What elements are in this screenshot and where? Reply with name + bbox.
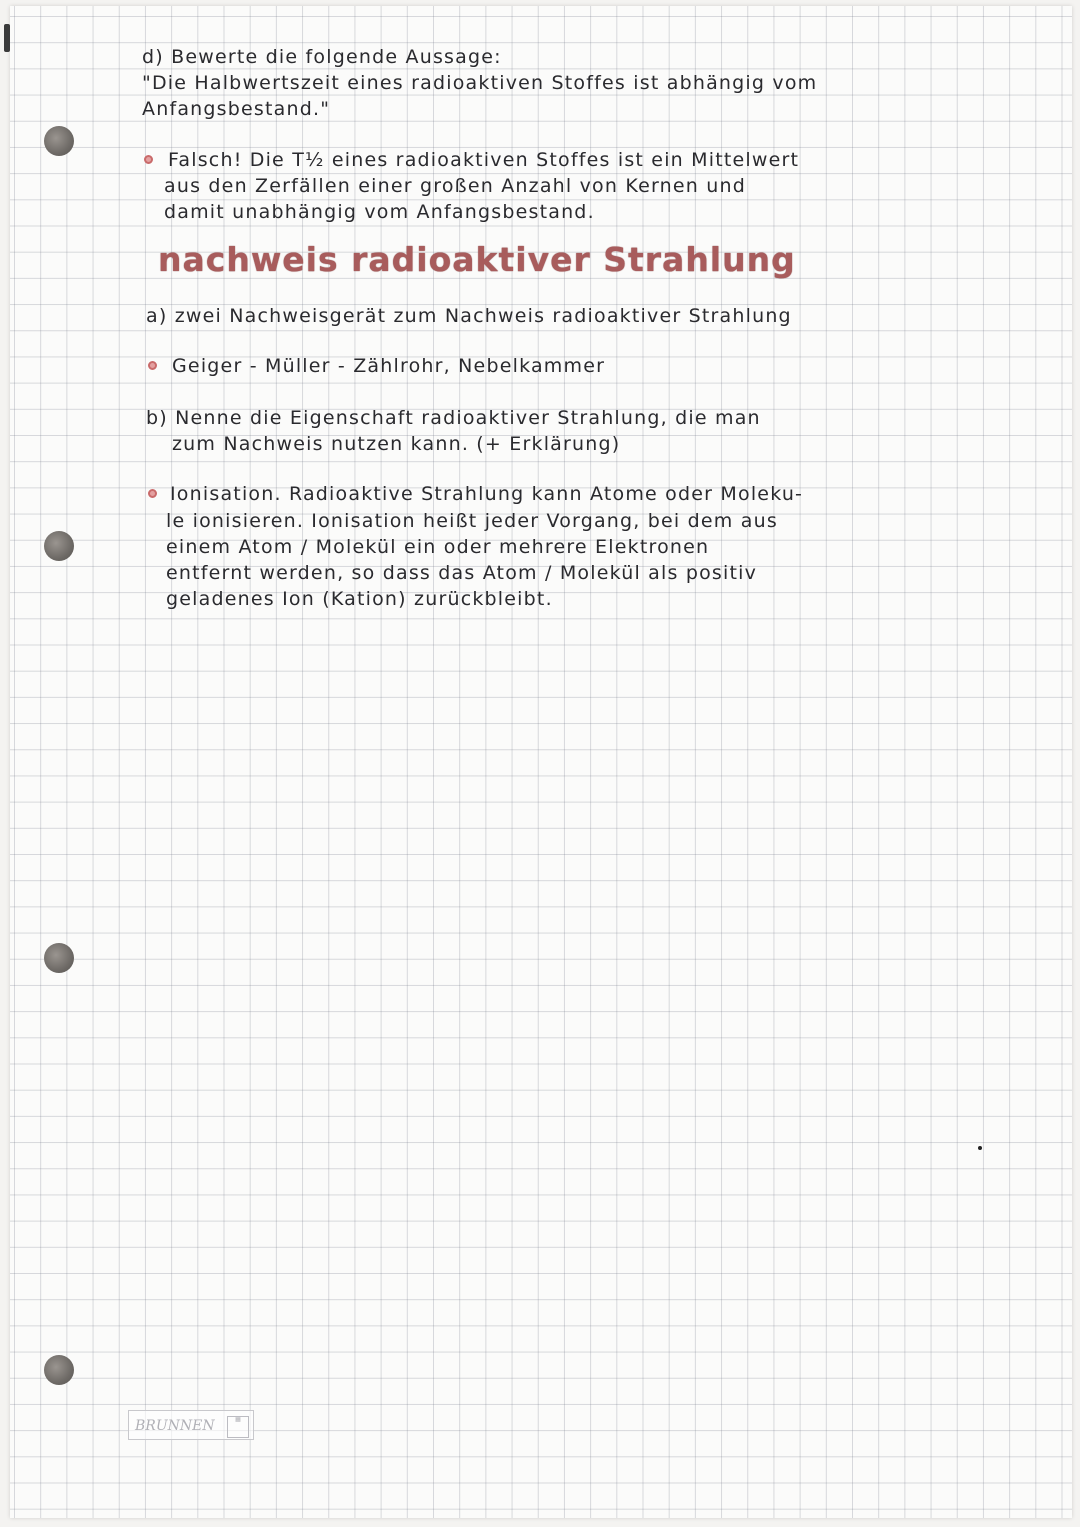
ink-speck xyxy=(978,1146,982,1150)
answer-d-line2: aus den Zerfällen einer großen Anzahl von Kernen und xyxy=(164,175,747,197)
brand-logo xyxy=(128,1410,254,1440)
task-d-quote-line1: "Die Halbwertszeit eines radioaktiven Stoffes ist abhängig vom xyxy=(142,72,818,94)
task-a-label: a) zwei Nachweisgerät zum Nachweis radioaktiver Strahlung xyxy=(146,305,792,327)
task-b-line2: zum Nachweis nutzen kann. (+ Erklärung) xyxy=(172,433,621,455)
answer-a-line1: Geiger - Müller - Zählrohr, Nebelkammer xyxy=(172,355,606,377)
brand-emblem-icon: ▦ xyxy=(227,1416,249,1438)
answer-b-line5: geladenes Ion (Kation) zurückbleibt. xyxy=(166,588,553,610)
punch-hole-1 xyxy=(44,126,74,156)
brand-name: BRUNNEN xyxy=(135,1418,215,1434)
answer-b-bullet xyxy=(148,489,157,498)
answer-b-line4: entfernt werden, so dass das Atom / Molekül als positiv xyxy=(166,562,758,584)
task-d-label: d) Bewerte die folgende Aussage: xyxy=(142,46,502,68)
answer-d-bullet xyxy=(144,155,153,164)
answer-d-line3: damit unabhängig vom Anfangsbestand. xyxy=(164,201,595,223)
answer-d-line1: Falsch! Die T½ eines radioaktiven Stoffes ist ein Mittelwert xyxy=(168,149,800,171)
punch-hole-4 xyxy=(44,1355,74,1385)
punch-hole-3 xyxy=(44,943,74,973)
answer-b-line3: einem Atom / Molekül ein oder mehrere Elektronen xyxy=(166,536,710,558)
answer-a-bullet xyxy=(148,361,157,370)
task-d-quote-line2: Anfangsbestand." xyxy=(142,98,331,120)
answer-b-line1: Ionisation. Radioaktive Strahlung kann Atome oder Moleku- xyxy=(170,483,804,505)
task-b-line1: b) Nenne die Eigenschaft radioaktiver Strahlung, die man xyxy=(146,407,761,429)
sheet-edge-mark xyxy=(4,24,10,52)
punch-hole-2 xyxy=(44,531,74,561)
answer-b-line2: le ionisieren. Ionisation heißt jeder Vorgang, bei dem aus xyxy=(166,510,778,532)
grid-paper-sheet xyxy=(10,6,1072,1518)
section-heading: nachweis radioaktiver Strahlung xyxy=(158,240,796,279)
